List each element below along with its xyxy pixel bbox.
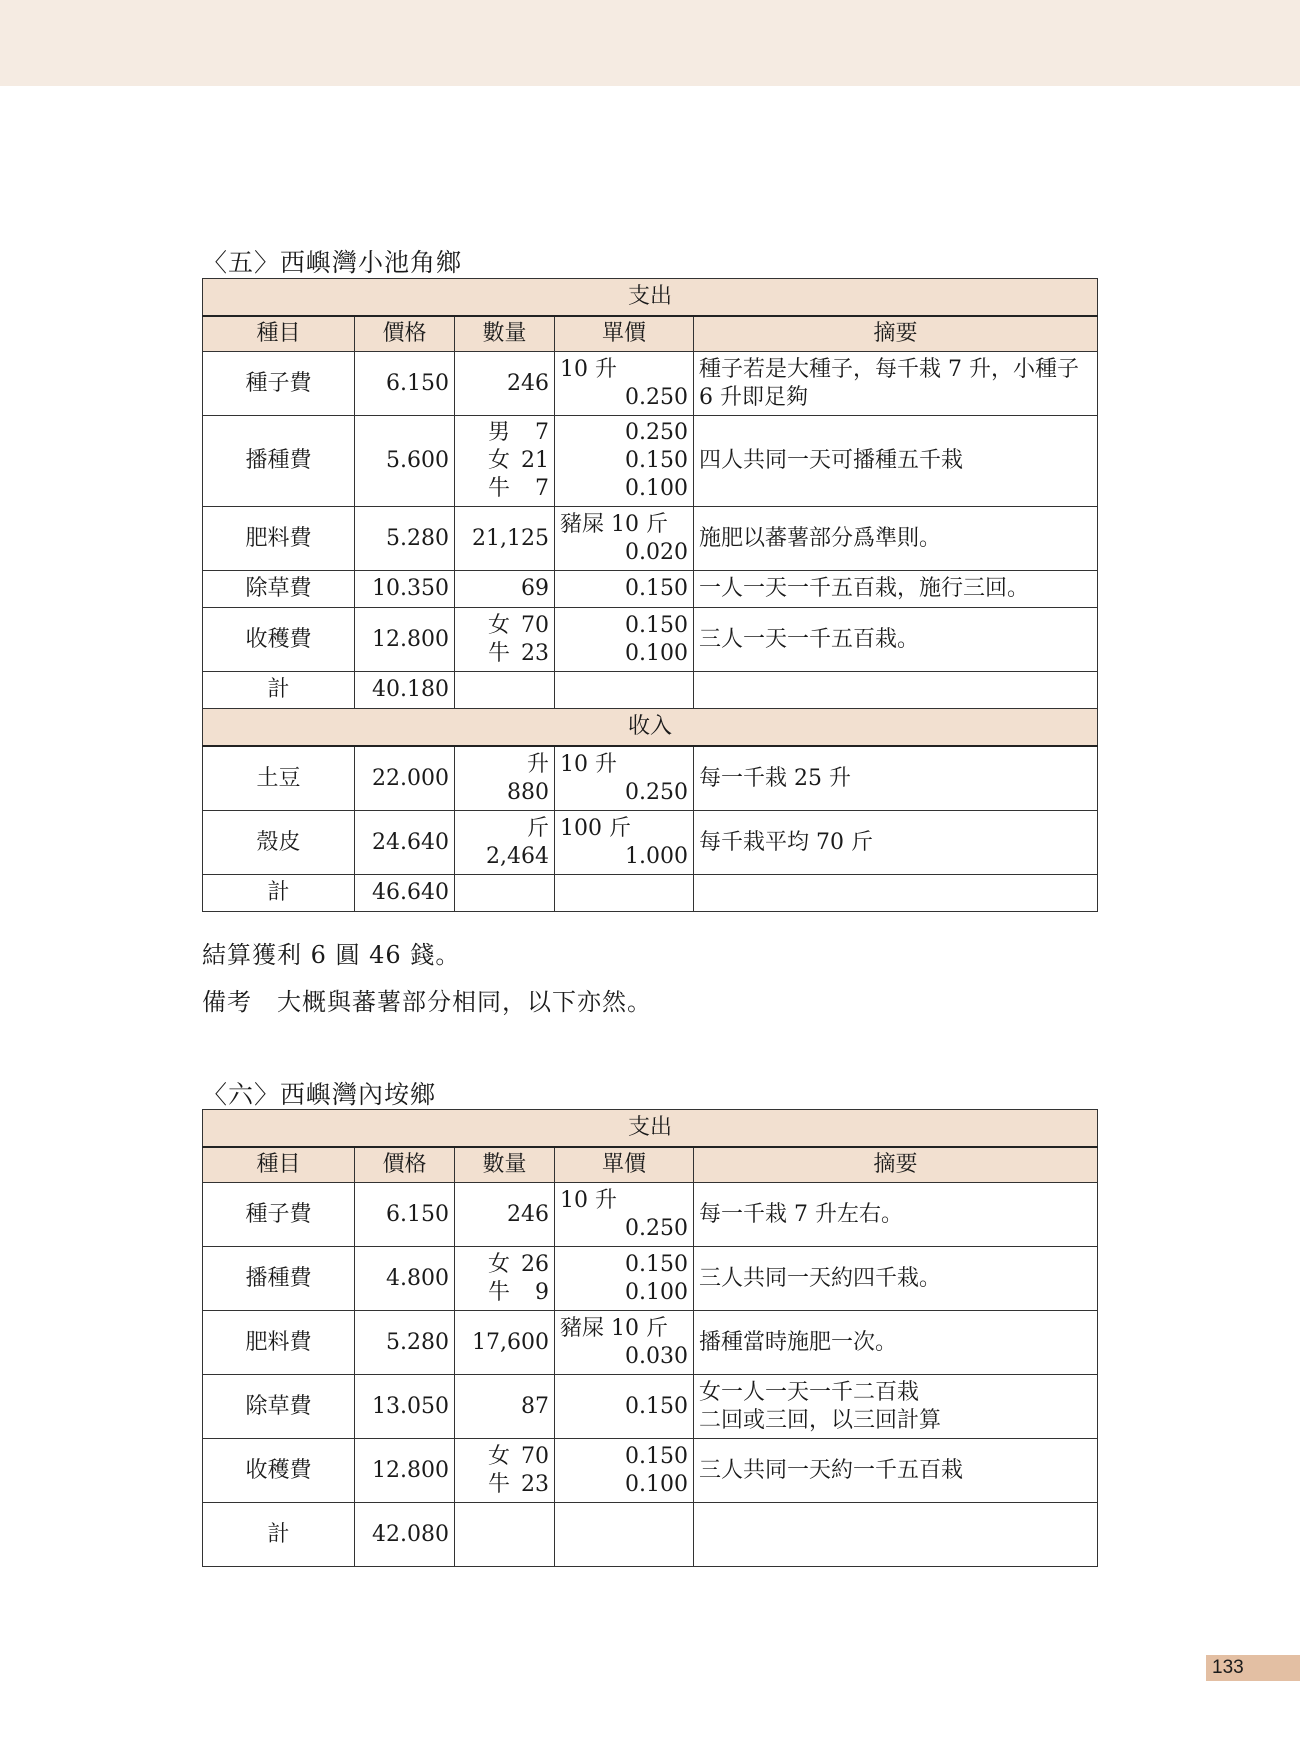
unit-price-cell — [555, 571, 694, 608]
qty-value: 880 — [507, 779, 549, 805]
qty-pair — [460, 612, 549, 640]
item-cell: 肥料費 — [203, 1311, 355, 1375]
table-row — [203, 1183, 1098, 1247]
unit-price-cell — [555, 1439, 694, 1503]
price-cell: 5.280 — [355, 507, 455, 571]
empty-cell — [555, 1503, 694, 1567]
remark-statement: 備考 大概與蕃薯部分相同，以下亦然。 — [202, 988, 652, 1016]
qty-value: 升 — [526, 751, 549, 777]
price-cell: 10.350 — [355, 571, 455, 608]
total-label: 計 — [203, 1503, 355, 1567]
empty-cell — [694, 1503, 1098, 1567]
unit-price-cell — [555, 416, 694, 507]
qty-cell — [455, 352, 555, 416]
unit-price-value: 0.250 — [625, 384, 688, 410]
section-band-label: 支出 — [203, 279, 1098, 317]
unit-price-value: 0.100 — [625, 640, 688, 666]
qty-pair — [460, 1443, 549, 1471]
unit-price-value: 0.100 — [625, 1279, 688, 1305]
unit-price-value: 0.150 — [625, 612, 688, 638]
total-price: 42.080 — [355, 1503, 455, 1567]
total-row — [203, 672, 1098, 709]
ledger-table-6 — [202, 1109, 1098, 1567]
unit-price-cell — [555, 352, 694, 416]
empty-cell — [455, 875, 555, 912]
total-row — [203, 875, 1098, 912]
price-cell: 22.000 — [355, 746, 455, 811]
qty-cell — [455, 1311, 555, 1375]
qty-value: 7 — [535, 420, 549, 445]
item-cell: 肥料費 — [203, 507, 355, 571]
unit-price-cell — [555, 1183, 694, 1247]
qty-label: 男 — [488, 420, 511, 445]
qty-value: 2,464 — [486, 843, 549, 869]
page-number: 133 — [1206, 1655, 1300, 1681]
price-cell: 4.800 — [355, 1247, 455, 1311]
top-header-band — [0, 0, 1300, 86]
total-label: 計 — [203, 875, 355, 912]
price-cell: 12.800 — [355, 1439, 455, 1503]
summary-cell — [694, 416, 1098, 507]
item-cell: 收穫費 — [203, 608, 355, 672]
qty-pair — [460, 640, 549, 668]
unit-basis: 豬屎 10 斤 — [560, 511, 668, 537]
qty-cell — [455, 507, 555, 571]
qty-value: 7 — [535, 476, 549, 501]
total-price: 40.180 — [355, 672, 455, 709]
qty-cell — [455, 1183, 555, 1247]
summary-line: 女一人一天一千二百栽 — [699, 1379, 920, 1405]
table-row — [203, 507, 1098, 571]
qty-label: 牛 — [488, 476, 511, 501]
item-cell: 播種費 — [203, 1247, 355, 1311]
summary-line: 每千栽平均 70 斤 — [699, 829, 873, 855]
qty-value: 斤 — [526, 815, 549, 841]
section-title-5: 〈五〉西嶼灣小池角鄉 — [202, 248, 463, 277]
table-row — [203, 746, 1098, 811]
qty-cell — [455, 746, 555, 811]
qty-value: 17,600 — [472, 1329, 549, 1355]
qty-label: 牛 — [488, 640, 511, 666]
section-band-label: 支出 — [203, 1110, 1098, 1148]
empty-cell — [455, 1503, 555, 1567]
qty-value: 87 — [521, 1393, 549, 1419]
total-price: 46.640 — [355, 875, 455, 912]
qty-pair — [460, 419, 549, 447]
unit-price-value: 0.150 — [625, 576, 688, 601]
unit-price-value: 0.030 — [625, 1343, 688, 1369]
unit-price-value: 1.000 — [625, 843, 688, 869]
unit-basis: 10 升 — [560, 1187, 617, 1213]
unit-price-value: 0.100 — [625, 476, 688, 501]
qty-pair — [460, 475, 549, 503]
table-row — [203, 608, 1098, 672]
column-header: 價格 — [355, 1147, 455, 1183]
column-header: 數量 — [455, 1147, 555, 1183]
qty-value: 70 — [521, 1443, 549, 1469]
unit-price-value: 0.020 — [625, 539, 688, 565]
qty-label: 女 — [488, 1251, 511, 1277]
item-cell: 除草費 — [203, 571, 355, 608]
summary-line: 三人共同一天約一千五百栽 — [699, 1457, 964, 1483]
table-row — [203, 352, 1098, 416]
unit-price-cell — [555, 1311, 694, 1375]
unit-price-value: 0.250 — [625, 779, 688, 805]
unit-price-cell — [555, 811, 694, 875]
table-row — [203, 1247, 1098, 1311]
qty-label: 女 — [488, 448, 511, 473]
summary-line: 種子若是大種子，每千栽 7 升，小種子 6 升即足夠 — [699, 356, 1079, 410]
qty-value: 23 — [521, 640, 549, 666]
empty-cell — [555, 672, 694, 709]
qty-pair — [460, 1471, 549, 1499]
table-row — [203, 571, 1098, 608]
unit-price-cell — [555, 1375, 694, 1439]
summary-cell — [694, 608, 1098, 672]
qty-cell — [455, 1439, 555, 1503]
table-row — [203, 811, 1098, 875]
summary-line: 二回或三回，以三回計算 — [699, 1407, 942, 1433]
unit-price-cell — [555, 746, 694, 811]
section-band-row — [203, 1110, 1098, 1148]
qty-value: 9 — [535, 1279, 549, 1305]
unit-price-value: 0.150 — [625, 1251, 688, 1277]
unit-price-value: 0.250 — [625, 420, 688, 445]
qty-cell — [455, 1247, 555, 1311]
unit-price-value: 0.150 — [625, 448, 688, 473]
column-header: 價格 — [355, 316, 455, 352]
qty-cell — [455, 1375, 555, 1439]
qty-value: 21 — [521, 448, 549, 473]
qty-value: 246 — [507, 370, 549, 396]
column-header: 單價 — [555, 1147, 694, 1183]
column-header: 種目 — [203, 1147, 355, 1183]
qty-value: 26 — [521, 1251, 549, 1277]
empty-cell — [455, 672, 555, 709]
column-header-row — [203, 316, 1098, 352]
result-statement: 結算獲利 6 圓 46 錢。 — [202, 941, 461, 969]
summary-cell — [694, 507, 1098, 571]
unit-price-cell — [555, 608, 694, 672]
qty-pair — [460, 1251, 549, 1279]
qty-cell — [455, 811, 555, 875]
price-cell: 5.600 — [355, 416, 455, 507]
unit-price-value: 0.150 — [625, 1443, 688, 1469]
summary-cell — [694, 1183, 1098, 1247]
column-header: 單價 — [555, 316, 694, 352]
summary-line: 三人共同一天約四千栽。 — [699, 1265, 942, 1291]
empty-cell — [694, 875, 1098, 912]
section-band-row — [203, 709, 1098, 747]
summary-line: 施肥以蕃薯部分爲準則。 — [699, 525, 942, 551]
section-band-label: 收入 — [203, 709, 1098, 747]
summary-cell — [694, 352, 1098, 416]
section-band-row — [203, 279, 1098, 317]
table-row — [203, 1375, 1098, 1439]
item-cell: 種子費 — [203, 1183, 355, 1247]
table-row — [203, 416, 1098, 507]
unit-price-cell — [555, 1247, 694, 1311]
summary-line: 每一千栽 7 升左右。 — [699, 1201, 903, 1227]
item-cell: 播種費 — [203, 416, 355, 507]
price-cell: 12.800 — [355, 608, 455, 672]
summary-cell — [694, 1247, 1098, 1311]
price-cell: 13.050 — [355, 1375, 455, 1439]
summary-cell — [694, 571, 1098, 608]
price-cell: 5.280 — [355, 1311, 455, 1375]
summary-cell — [694, 746, 1098, 811]
column-header-row — [203, 1147, 1098, 1183]
total-label: 計 — [203, 672, 355, 709]
qty-cell — [455, 608, 555, 672]
qty-value: 69 — [521, 576, 549, 601]
column-header: 摘要 — [694, 316, 1098, 352]
total-row — [203, 1503, 1098, 1567]
ledger-table-5 — [202, 278, 1098, 912]
item-cell: 殼皮 — [203, 811, 355, 875]
section-title-6: 〈六〉西嶼灣內垵鄉 — [202, 1080, 437, 1109]
summary-cell — [694, 1375, 1098, 1439]
qty-cell — [455, 416, 555, 507]
price-cell: 24.640 — [355, 811, 455, 875]
unit-basis: 10 升 — [560, 751, 617, 777]
item-cell: 收穫費 — [203, 1439, 355, 1503]
unit-price-cell — [555, 507, 694, 571]
item-cell: 種子費 — [203, 352, 355, 416]
qty-label: 牛 — [488, 1471, 511, 1497]
qty-value: 70 — [521, 612, 549, 638]
unit-price-value: 0.100 — [625, 1471, 688, 1497]
summary-cell — [694, 811, 1098, 875]
empty-cell — [694, 672, 1098, 709]
unit-basis: 豬屎 10 斤 — [560, 1315, 668, 1341]
column-header: 數量 — [455, 316, 555, 352]
table-row — [203, 1439, 1098, 1503]
qty-label: 女 — [488, 1443, 511, 1469]
qty-value: 21,125 — [472, 525, 549, 551]
unit-price-value: 0.250 — [625, 1215, 688, 1241]
unit-basis: 100 斤 — [560, 815, 631, 841]
empty-cell — [555, 875, 694, 912]
item-cell: 土豆 — [203, 746, 355, 811]
summary-cell — [694, 1439, 1098, 1503]
summary-line: 四人共同一天可播種五千栽 — [699, 448, 964, 473]
summary-line: 三人一天一千五百栽。 — [699, 626, 920, 652]
qty-pair — [460, 447, 549, 475]
unit-basis: 10 升 — [560, 356, 617, 382]
price-cell: 6.150 — [355, 1183, 455, 1247]
qty-value: 23 — [521, 1471, 549, 1497]
qty-pair — [460, 1279, 549, 1307]
qty-label: 女 — [488, 612, 511, 638]
item-cell: 除草費 — [203, 1375, 355, 1439]
summary-cell — [694, 1311, 1098, 1375]
price-cell: 6.150 — [355, 352, 455, 416]
table-row — [203, 1311, 1098, 1375]
unit-price-value: 0.150 — [625, 1393, 688, 1419]
qty-cell — [455, 571, 555, 608]
summary-line: 每一千栽 25 升 — [699, 765, 851, 791]
summary-line: 一人一天一千五百栽，施行三回。 — [699, 576, 1030, 601]
qty-label: 牛 — [488, 1279, 511, 1305]
column-header: 種目 — [203, 316, 355, 352]
qty-value: 246 — [507, 1201, 549, 1227]
column-header: 摘要 — [694, 1147, 1098, 1183]
summary-line: 播種當時施肥一次。 — [699, 1329, 898, 1355]
